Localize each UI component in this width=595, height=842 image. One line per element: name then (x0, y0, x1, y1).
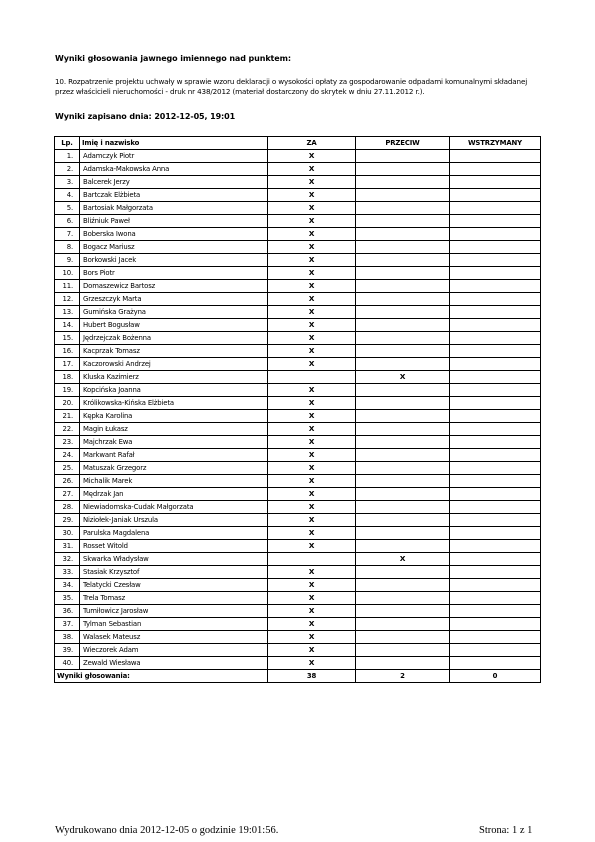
row-number: 2. (55, 163, 80, 176)
table-row (55, 449, 541, 462)
table-row (55, 267, 541, 280)
vote-cell-wstrzymany (450, 631, 541, 644)
table-row (55, 345, 541, 358)
vote-cell-za: X (268, 540, 356, 553)
vote-cell-za: X (268, 618, 356, 631)
vote-cell-wstrzymany (450, 228, 541, 241)
vote-cell-za: X (268, 332, 356, 345)
councillor-name: Adamska-Makowska Anna (80, 163, 268, 176)
vote-cell-za: X (268, 150, 356, 163)
vote-cell-przeciw (356, 319, 450, 332)
vote-cell-wstrzymany (450, 579, 541, 592)
table-row (55, 306, 541, 319)
table-row (55, 293, 541, 306)
councillor-name: Królikowska-Kińska Elżbieta (80, 397, 268, 410)
table-row (55, 397, 541, 410)
vote-cell-za: X (268, 449, 356, 462)
table-row (55, 254, 541, 267)
column-header-za: ZA (268, 137, 356, 150)
vote-cell-przeciw (356, 215, 450, 228)
vote-cell-wstrzymany (450, 371, 541, 384)
table-row (55, 579, 541, 592)
row-number: 31. (55, 540, 80, 553)
vote-cell-przeciw (356, 163, 450, 176)
councillor-name: Matuszak Grzegorz (80, 462, 268, 475)
vote-cell-wstrzymany (450, 592, 541, 605)
row-number: 15. (55, 332, 80, 345)
vote-cell-za: X (268, 319, 356, 332)
vote-cell-za: X (268, 527, 356, 540)
councillor-name: Bliźniuk Paweł (80, 215, 268, 228)
row-number: 33. (55, 566, 80, 579)
councillor-name: Trela Tomasz (80, 592, 268, 605)
row-number: 30. (55, 527, 80, 540)
vote-cell-wstrzymany (450, 501, 541, 514)
councillor-name: Hubert Bogusław (80, 319, 268, 332)
vote-cell-za: X (268, 566, 356, 579)
table-row (55, 566, 541, 579)
vote-cell-przeciw (356, 280, 450, 293)
table-row (55, 189, 541, 202)
vote-cell-wstrzymany (450, 319, 541, 332)
vote-cell-za: X (268, 410, 356, 423)
row-number: 1. (55, 150, 80, 163)
vote-cell-wstrzymany (450, 527, 541, 540)
councillor-name: Bartczak Elżbieta (80, 189, 268, 202)
column-header-name: Imię i nazwisko (80, 137, 268, 150)
councillor-name: Kępka Karolina (80, 410, 268, 423)
councillor-name: Kopcińska Joanna (80, 384, 268, 397)
row-number: 3. (55, 176, 80, 189)
vote-cell-przeciw (356, 358, 450, 371)
table-row (55, 553, 541, 566)
councillor-name: Bartosiak Małgorzata (80, 202, 268, 215)
vote-cell-za: X (268, 280, 356, 293)
vote-cell-za: X (268, 358, 356, 371)
vote-cell-przeciw (356, 241, 450, 254)
row-number: 4. (55, 189, 80, 202)
row-number: 14. (55, 319, 80, 332)
row-number: 39. (55, 644, 80, 657)
councillor-name: Bogacz Mariusz (80, 241, 268, 254)
vote-cell-za: X (268, 579, 356, 592)
councillor-name: Tylman Sebastian (80, 618, 268, 631)
page-number: Strona: 1 z 1 (479, 825, 533, 836)
vote-cell-wstrzymany (450, 436, 541, 449)
councillor-name: Mędrzak Jan (80, 488, 268, 501)
vote-cell-wstrzymany (450, 553, 541, 566)
vote-cell-przeciw (356, 592, 450, 605)
summary-przeciw-count: 2 (356, 670, 450, 683)
vote-cell-przeciw (356, 345, 450, 358)
councillor-name: Kluska Kazimierz (80, 371, 268, 384)
vote-cell-wstrzymany (450, 618, 541, 631)
table-row (55, 176, 541, 189)
summary-label: Wyniki głosowania: (55, 670, 268, 683)
table-row (55, 150, 541, 163)
vote-cell-za: X (268, 215, 356, 228)
vote-cell-wstrzymany (450, 163, 541, 176)
vote-cell-przeciw (356, 332, 450, 345)
table-row (55, 358, 541, 371)
row-number: 37. (55, 618, 80, 631)
vote-cell-przeciw (356, 397, 450, 410)
vote-cell-za: X (268, 657, 356, 670)
vote-cell-wstrzymany (450, 254, 541, 267)
row-number: 13. (55, 306, 80, 319)
vote-cell-za: X (268, 241, 356, 254)
column-header-przeciw: PRZECIW (356, 137, 450, 150)
vote-cell-wstrzymany (450, 150, 541, 163)
row-number: 26. (55, 475, 80, 488)
councillor-name: Rosset Witold (80, 540, 268, 553)
vote-cell-przeciw: X (356, 371, 450, 384)
vote-cell-wstrzymany (450, 644, 541, 657)
table-row (55, 202, 541, 215)
vote-cell-wstrzymany (450, 345, 541, 358)
vote-cell-wstrzymany (450, 657, 541, 670)
councillor-name: Telatycki Czesław (80, 579, 268, 592)
vote-rows (55, 150, 541, 670)
vote-cell-przeciw (356, 293, 450, 306)
row-number: 6. (55, 215, 80, 228)
row-number: 28. (55, 501, 80, 514)
vote-results-table (54, 136, 541, 683)
table-row (55, 215, 541, 228)
vote-cell-wstrzymany (450, 176, 541, 189)
table-row (55, 618, 541, 631)
vote-cell-przeciw (356, 566, 450, 579)
vote-cell-za: X (268, 644, 356, 657)
vote-cell-za: X (268, 293, 356, 306)
vote-cell-za: X (268, 397, 356, 410)
vote-cell-za: X (268, 384, 356, 397)
table-row (55, 631, 541, 644)
vote-cell-przeciw (356, 436, 450, 449)
row-number: 10. (55, 267, 80, 280)
councillor-name: Michalik Marek (80, 475, 268, 488)
summary-wstrzymany-count: 0 (450, 670, 541, 683)
vote-cell-przeciw (356, 384, 450, 397)
vote-cell-wstrzymany (450, 293, 541, 306)
councillor-name: Kacprzak Tomasz (80, 345, 268, 358)
vote-cell-przeciw (356, 644, 450, 657)
councillor-name: Kaczorowski Andrzej (80, 358, 268, 371)
table-row (55, 436, 541, 449)
row-number: 12. (55, 293, 80, 306)
row-number: 24. (55, 449, 80, 462)
vote-cell-wstrzymany (450, 423, 541, 436)
vote-cell-przeciw (356, 605, 450, 618)
row-number: 29. (55, 514, 80, 527)
row-number: 8. (55, 241, 80, 254)
row-number: 25. (55, 462, 80, 475)
vote-cell-przeciw (356, 631, 450, 644)
vote-cell-przeciw (356, 176, 450, 189)
vote-cell-wstrzymany (450, 267, 541, 280)
row-number: 17. (55, 358, 80, 371)
vote-cell-wstrzymany (450, 280, 541, 293)
vote-cell-za: X (268, 306, 356, 319)
row-number: 38. (55, 631, 80, 644)
vote-cell-za: X (268, 488, 356, 501)
row-number: 5. (55, 202, 80, 215)
vote-cell-przeciw (356, 189, 450, 202)
table-header-row (55, 137, 541, 150)
vote-cell-wstrzymany (450, 202, 541, 215)
vote-cell-za (268, 371, 356, 384)
vote-cell-za: X (268, 475, 356, 488)
vote-cell-przeciw (356, 540, 450, 553)
row-number: 40. (55, 657, 80, 670)
vote-cell-wstrzymany (450, 397, 541, 410)
row-number: 23. (55, 436, 80, 449)
row-number: 35. (55, 592, 80, 605)
summary-row (55, 670, 541, 683)
row-number: 32. (55, 553, 80, 566)
table-row (55, 592, 541, 605)
councillor-name: Wieczorek Adam (80, 644, 268, 657)
recorded-timestamp: Wyniki zapisano dnia: 2012-12-05, 19:01 (55, 112, 236, 121)
printed-timestamp: Wydrukowano dnia 2012-12-05 o godzinie 19:01:56. (55, 825, 279, 836)
vote-cell-przeciw: X (356, 553, 450, 566)
vote-cell-wstrzymany (450, 566, 541, 579)
row-number: 21. (55, 410, 80, 423)
vote-cell-przeciw (356, 228, 450, 241)
vote-cell-wstrzymany (450, 215, 541, 228)
table-row (55, 163, 541, 176)
vote-cell-za: X (268, 189, 356, 202)
row-number: 18. (55, 371, 80, 384)
vote-cell-wstrzymany (450, 462, 541, 475)
vote-cell-wstrzymany (450, 514, 541, 527)
agenda-item-description: 10. Rozpatrzenie projektu uchwały w sprawie wzoru deklaracji o wysokości opłaty za gospodarowanie odpadami komunalnymi składanej przez właścicieli nieruchomości - druk nr 438/2012 (materiał dostarczony do skrytek w dniu 27.11.2012 r.). (55, 77, 528, 96)
vote-cell-przeciw (356, 462, 450, 475)
vote-cell-wstrzymany (450, 475, 541, 488)
vote-cell-wstrzymany (450, 488, 541, 501)
vote-cell-wstrzymany (450, 605, 541, 618)
councillor-name: Balcerek Jerzy (80, 176, 268, 189)
councillor-name: Majchrzak Ewa (80, 436, 268, 449)
vote-cell-przeciw (356, 423, 450, 436)
vote-cell-przeciw (356, 410, 450, 423)
councillor-name: Gumińska Grażyna (80, 306, 268, 319)
vote-cell-za: X (268, 436, 356, 449)
table-row (55, 657, 541, 670)
vote-cell-wstrzymany (450, 449, 541, 462)
summary-za-count: 38 (268, 670, 356, 683)
councillor-name: Bors Piotr (80, 267, 268, 280)
councillor-name: Jędrzejczak Bożenna (80, 332, 268, 345)
column-header-lp: Lp. (55, 137, 80, 150)
vote-cell-przeciw (356, 475, 450, 488)
vote-cell-wstrzymany (450, 384, 541, 397)
councillor-name: Grzeszczyk Marta (80, 293, 268, 306)
table-row (55, 371, 541, 384)
vote-cell-za: X (268, 228, 356, 241)
councillor-name: Adamczyk Piotr (80, 150, 268, 163)
table-row (55, 475, 541, 488)
table-row (55, 527, 541, 540)
column-header-wstrzymany: WSTRZYMANY (450, 137, 541, 150)
vote-cell-za: X (268, 514, 356, 527)
councillor-name: Boberska Iwona (80, 228, 268, 241)
vote-cell-za: X (268, 163, 356, 176)
councillor-name: Stasiak Krzysztof (80, 566, 268, 579)
table-row (55, 241, 541, 254)
vote-cell-wstrzymany (450, 410, 541, 423)
vote-cell-przeciw (356, 488, 450, 501)
councillor-name: Skwarka Władysław (80, 553, 268, 566)
councillor-name: Markwant Rafał (80, 449, 268, 462)
vote-cell-przeciw (356, 306, 450, 319)
vote-cell-przeciw (356, 657, 450, 670)
councillor-name: Magin Łukasz (80, 423, 268, 436)
table-row (55, 319, 541, 332)
table-row (55, 332, 541, 345)
vote-cell-za: X (268, 501, 356, 514)
vote-cell-za: X (268, 345, 356, 358)
vote-cell-wstrzymany (450, 540, 541, 553)
row-number: 27. (55, 488, 80, 501)
vote-cell-za: X (268, 631, 356, 644)
councillor-name: Zewald Wiesława (80, 657, 268, 670)
vote-cell-za: X (268, 202, 356, 215)
vote-cell-przeciw (356, 202, 450, 215)
vote-cell-przeciw (356, 501, 450, 514)
table-row (55, 410, 541, 423)
table-row (55, 605, 541, 618)
vote-cell-wstrzymany (450, 306, 541, 319)
vote-cell-za: X (268, 423, 356, 436)
vote-cell-wstrzymany (450, 241, 541, 254)
row-number: 16. (55, 345, 80, 358)
vote-cell-przeciw (356, 579, 450, 592)
vote-cell-przeciw (356, 449, 450, 462)
vote-cell-przeciw (356, 514, 450, 527)
councillor-name: Domaszewicz Bartosz (80, 280, 268, 293)
vote-cell-przeciw (356, 618, 450, 631)
councillor-name: Parulska Magdalena (80, 527, 268, 540)
row-number: 34. (55, 579, 80, 592)
table-row (55, 280, 541, 293)
table-row (55, 488, 541, 501)
vote-cell-wstrzymany (450, 358, 541, 371)
vote-cell-za: X (268, 254, 356, 267)
councillor-name: Borkowski Jacek (80, 254, 268, 267)
vote-cell-przeciw (356, 150, 450, 163)
table-row (55, 644, 541, 657)
table-row (55, 501, 541, 514)
councillor-name: Niziołek-Janiak Urszula (80, 514, 268, 527)
vote-cell-za: X (268, 592, 356, 605)
row-number: 9. (55, 254, 80, 267)
row-number: 20. (55, 397, 80, 410)
row-number: 36. (55, 605, 80, 618)
vote-cell-przeciw (356, 254, 450, 267)
councillor-name: Tumiłowicz Jarosław (80, 605, 268, 618)
document-heading: Wyniki głosowania jawnego imiennego nad punktem: (55, 54, 291, 63)
table-row (55, 384, 541, 397)
vote-cell-przeciw (356, 527, 450, 540)
table-row (55, 514, 541, 527)
row-number: 22. (55, 423, 80, 436)
vote-cell-za: X (268, 267, 356, 280)
vote-cell-za: X (268, 462, 356, 475)
vote-cell-wstrzymany (450, 332, 541, 345)
table-row (55, 540, 541, 553)
vote-cell-przeciw (356, 267, 450, 280)
vote-cell-wstrzymany (450, 189, 541, 202)
row-number: 7. (55, 228, 80, 241)
table-row (55, 228, 541, 241)
table-row (55, 423, 541, 436)
vote-cell-za: X (268, 176, 356, 189)
vote-cell-za: X (268, 605, 356, 618)
vote-cell-za (268, 553, 356, 566)
row-number: 11. (55, 280, 80, 293)
table-row (55, 462, 541, 475)
row-number: 19. (55, 384, 80, 397)
councillor-name: Walasek Mateusz (80, 631, 268, 644)
councillor-name: Niewiadomska-Cudak Małgorzata (80, 501, 268, 514)
